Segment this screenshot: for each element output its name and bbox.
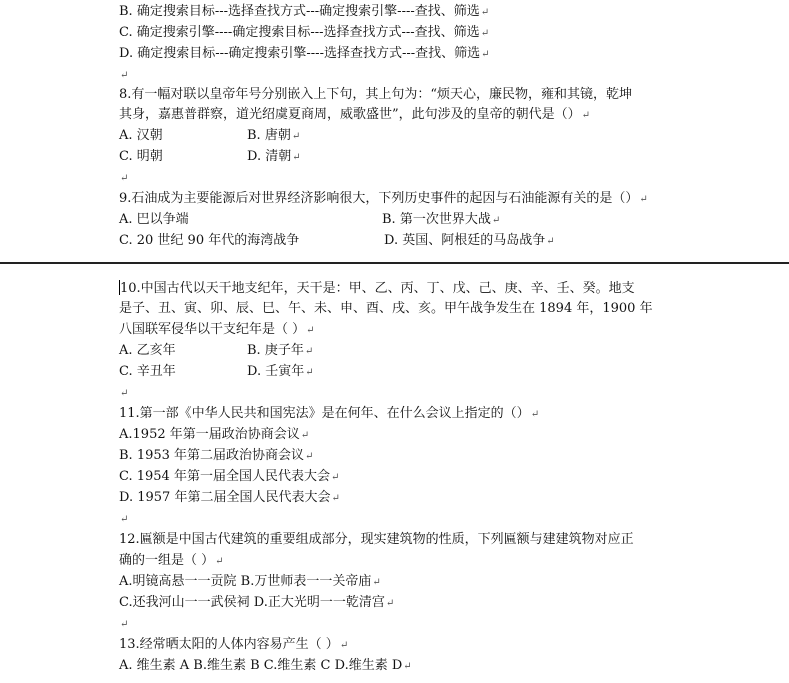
q11-option-c: C. 1954 年第一届全国人民代表大会↵	[119, 469, 340, 484]
paragraph-mark-icon: ↵	[330, 472, 340, 483]
paragraph-mark-icon: ↵	[339, 640, 349, 651]
paragraph-mark-icon: ↵	[215, 556, 224, 567]
q9-stem: 9.石油成为主要能源后对世界经济影响很大，下列历史事件的起因与石油能源有关的是（）↵	[119, 191, 648, 206]
empty-paragraph	[119, 67, 128, 84]
paragraph-mark-icon: ↵	[304, 346, 314, 357]
paragraph-mark-icon: ↵	[292, 152, 301, 163]
paragraph-mark-icon: ↵	[300, 430, 310, 441]
paragraph-mark-icon: ↵	[385, 598, 395, 609]
paragraph-mark-icon: ↵	[639, 194, 648, 205]
paragraph-mark-icon: ↵	[581, 110, 591, 121]
q10-option-d: D. 壬寅年↵	[247, 364, 314, 379]
paragraph-mark-icon: ↵	[120, 70, 129, 81]
q12-options-line1: A.明镜高悬一一贡院 B.万世师表一一关帝庙↵	[119, 574, 381, 589]
empty-paragraph	[119, 385, 128, 402]
document-page-top	[0, 0, 789, 262]
q7-option-b: B. 确定搜索目标---选择查找方式---确定搜索引擎----查找、筛选↵	[119, 4, 490, 19]
q12-stem-line2: 确的一组是（ ）↵	[119, 553, 224, 568]
paragraph-mark-icon: ↵	[291, 131, 301, 142]
paragraph-mark-icon: ↵	[530, 409, 540, 420]
q9-option-b: B. 第一次世界大战↵	[382, 212, 501, 227]
paragraph-mark-icon: ↵	[491, 215, 501, 226]
q10-option-c: C. 辛丑年	[119, 364, 176, 379]
paragraph-mark-icon: ↵	[120, 173, 129, 184]
page-break	[0, 262, 789, 270]
paragraph-mark-icon: ↵	[305, 367, 314, 378]
q7-option-c: C. 确定搜索引擎----确定搜索目标---选择查找方式---查找、筛选↵	[119, 25, 490, 40]
paragraph-mark-icon: ↵	[306, 325, 315, 336]
document-page-bottom[interactable]	[0, 270, 789, 683]
q11-option-d: D. 1957 年第二届全国人民代表大会↵	[119, 490, 340, 505]
q13-stem: 13.经常晒太阳的人体内容易产生（ ）↵	[119, 637, 349, 652]
q8-stem-line2: 其身，嘉惠普群察，道光绍虞夏商周，威歌盛世”，此句涉及的皇帝的朝代是（）↵	[119, 107, 591, 122]
paragraph-mark-icon: ↵	[372, 577, 381, 588]
q11-option-b: B. 1953 年第二届政治协商会议↵	[119, 448, 314, 463]
paragraph-mark-icon: ↵	[481, 49, 490, 60]
q11-stem: 11.第一部《中华人民共和国宪法》是在何年、在什么会议上指定的（）↵	[119, 406, 540, 421]
q10-stem-line1: 10.中国古代以天干地支纪年，天干是：甲、乙、丙、丁、戊、己、庚、辛、壬、癸。地支	[120, 281, 635, 296]
q7-option-d: D. 确定搜索目标---确定搜索引擎----选择查找方式---查找、筛选↵	[119, 46, 490, 61]
paragraph-mark-icon: ↵	[305, 451, 314, 462]
paragraph-mark-icon: ↵	[120, 619, 129, 630]
q8-option-b: B. 唐朝↵	[247, 128, 301, 143]
q9-option-d: D. 英国、阿根廷的马岛战争↵	[384, 233, 555, 248]
paragraph-mark-icon: ↵	[480, 28, 490, 39]
q12-stem-line1: 12.匾额是中国古代建筑的重要组成部分，现实建筑物的性质，下列匾额与建建筑物对应正	[119, 532, 634, 547]
empty-paragraph	[119, 511, 128, 528]
q10-option-b: B. 庚子年↵	[247, 343, 314, 358]
paragraph-mark-icon: ↵	[480, 7, 490, 18]
q9-option-c: C. 20 世纪 90 年代的海湾战争	[119, 233, 300, 248]
q10-option-a: A. 乙亥年	[119, 343, 176, 358]
q12-options-line2: C.还我河山一一武侯祠 D.正大光明一一乾清宫↵	[119, 595, 395, 610]
q10-stem-line3: 八国联军侵华以干支纪年是（ ）↵	[119, 322, 315, 337]
q11-option-a: A.1952 年第一届政治协商会议↵	[119, 427, 310, 442]
paragraph-mark-icon: ↵	[120, 388, 129, 399]
paragraph-mark-icon: ↵	[120, 514, 129, 525]
paragraph-mark-icon: ↵	[546, 236, 555, 247]
q8-option-c: C. 明朝	[119, 149, 163, 164]
paragraph-mark-icon: ↵	[403, 661, 412, 672]
empty-paragraph	[119, 616, 128, 633]
q8-option-d: D. 清朝↵	[247, 149, 301, 164]
q8-stem-line1: 8.有一幅对联以皇帝年号分别嵌入上下句，其上句为：“烦天心，廉民物，雍和其镜，乾坤	[119, 87, 633, 102]
empty-paragraph	[119, 170, 128, 187]
paragraph-mark-icon: ↵	[331, 493, 340, 504]
q10-stem-line2: 是子、丑、寅、卯、辰、巳、午、未、申、酉、戌、亥。甲午战争发生在 1894 年，1900 年	[119, 301, 653, 316]
q9-option-a: A. 巴以争端	[119, 212, 189, 227]
q13-options: A. 维生素 A B.维生素 B C.维生素 C D.维生素 D↵	[119, 658, 412, 673]
q8-option-a: A. 汉朝	[119, 128, 163, 143]
